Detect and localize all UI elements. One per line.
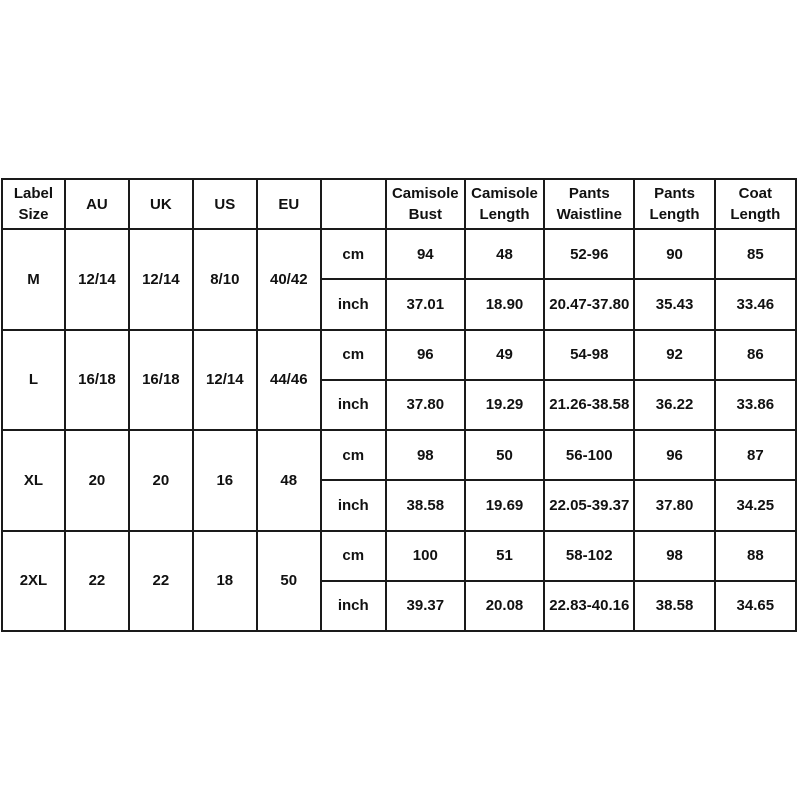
unit-cell: inch [321, 480, 386, 530]
eu-size-cell: 50 [257, 531, 321, 632]
camisole-length-cell: 18.90 [465, 279, 544, 329]
table-row [2, 531, 796, 581]
au-size-cell: 20 [65, 430, 129, 531]
us-size-cell: 18 [193, 531, 257, 632]
header-us: US [193, 179, 257, 229]
pants-waistline-cell: 20.47-37.80 [544, 279, 634, 329]
pants-waistline-cell: 52-96 [544, 229, 634, 279]
pants-length-cell: 90 [634, 229, 714, 279]
uk-size-cell: 22 [129, 531, 193, 632]
header-camisole-bust: Camisole Bust [386, 179, 465, 229]
coat-length-cell: 33.46 [715, 279, 796, 329]
header-au: AU [65, 179, 129, 229]
header-row [2, 179, 796, 229]
size-label-cell: L [2, 330, 65, 431]
uk-size-cell: 12/14 [129, 229, 193, 330]
au-size-cell: 12/14 [65, 229, 129, 330]
size-label-cell: M [2, 229, 65, 330]
pants-length-cell: 96 [634, 430, 714, 480]
camisole-length-cell: 50 [465, 430, 544, 480]
size-label-cell: 2XL [2, 531, 65, 632]
pants-waistline-cell: 22.05-39.37 [544, 480, 634, 530]
au-size-cell: 22 [65, 531, 129, 632]
camisole-length-cell: 20.08 [465, 581, 544, 631]
header-label-size: Label Size [2, 179, 65, 229]
header-unit [321, 179, 386, 229]
pants-waistline-cell: 21.26-38.58 [544, 380, 634, 430]
uk-size-cell: 20 [129, 430, 193, 531]
header-eu: EU [257, 179, 321, 229]
pants-waistline-cell: 54-98 [544, 330, 634, 380]
header-coat-length: Coat Length [715, 179, 796, 229]
pants-length-cell: 92 [634, 330, 714, 380]
camisole-bust-cell: 98 [386, 430, 465, 480]
pants-length-cell: 35.43 [634, 279, 714, 329]
coat-length-cell: 87 [715, 430, 796, 480]
header-camisole-length: Camisole Length [465, 179, 544, 229]
au-size-cell: 16/18 [65, 330, 129, 431]
pants-length-cell: 37.80 [634, 480, 714, 530]
coat-length-cell: 85 [715, 229, 796, 279]
pants-waistline-cell: 56-100 [544, 430, 634, 480]
pants-length-cell: 98 [634, 531, 714, 581]
coat-length-cell: 34.25 [715, 480, 796, 530]
eu-size-cell: 48 [257, 430, 321, 531]
table-row [2, 430, 796, 480]
camisole-length-cell: 19.69 [465, 480, 544, 530]
camisole-length-cell: 49 [465, 330, 544, 380]
camisole-bust-cell: 96 [386, 330, 465, 380]
eu-size-cell: 44/46 [257, 330, 321, 431]
size-chart-table [1, 178, 797, 632]
camisole-bust-cell: 38.58 [386, 480, 465, 530]
pants-length-cell: 36.22 [634, 380, 714, 430]
camisole-length-cell: 19.29 [465, 380, 544, 430]
us-size-cell: 16 [193, 430, 257, 531]
us-size-cell: 8/10 [193, 229, 257, 330]
unit-cell: cm [321, 430, 386, 480]
unit-cell: inch [321, 380, 386, 430]
table-row [2, 330, 796, 380]
table-row [2, 229, 796, 279]
pants-waistline-cell: 58-102 [544, 531, 634, 581]
unit-cell: cm [321, 531, 386, 581]
pants-waistline-cell: 22.83-40.16 [544, 581, 634, 631]
unit-cell: cm [321, 330, 386, 380]
camisole-bust-cell: 100 [386, 531, 465, 581]
unit-cell: inch [321, 279, 386, 329]
unit-cell: cm [321, 229, 386, 279]
pants-length-cell: 38.58 [634, 581, 714, 631]
camisole-length-cell: 48 [465, 229, 544, 279]
header-pants-waistline: Pants Waistline [544, 179, 634, 229]
camisole-bust-cell: 39.37 [386, 581, 465, 631]
size-label-cell: XL [2, 430, 65, 531]
camisole-length-cell: 51 [465, 531, 544, 581]
coat-length-cell: 88 [715, 531, 796, 581]
coat-length-cell: 33.86 [715, 380, 796, 430]
camisole-bust-cell: 94 [386, 229, 465, 279]
camisole-bust-cell: 37.01 [386, 279, 465, 329]
coat-length-cell: 86 [715, 330, 796, 380]
unit-cell: inch [321, 581, 386, 631]
header-pants-length: Pants Length [634, 179, 714, 229]
camisole-bust-cell: 37.80 [386, 380, 465, 430]
eu-size-cell: 40/42 [257, 229, 321, 330]
us-size-cell: 12/14 [193, 330, 257, 431]
header-uk: UK [129, 179, 193, 229]
coat-length-cell: 34.65 [715, 581, 796, 631]
uk-size-cell: 16/18 [129, 330, 193, 431]
